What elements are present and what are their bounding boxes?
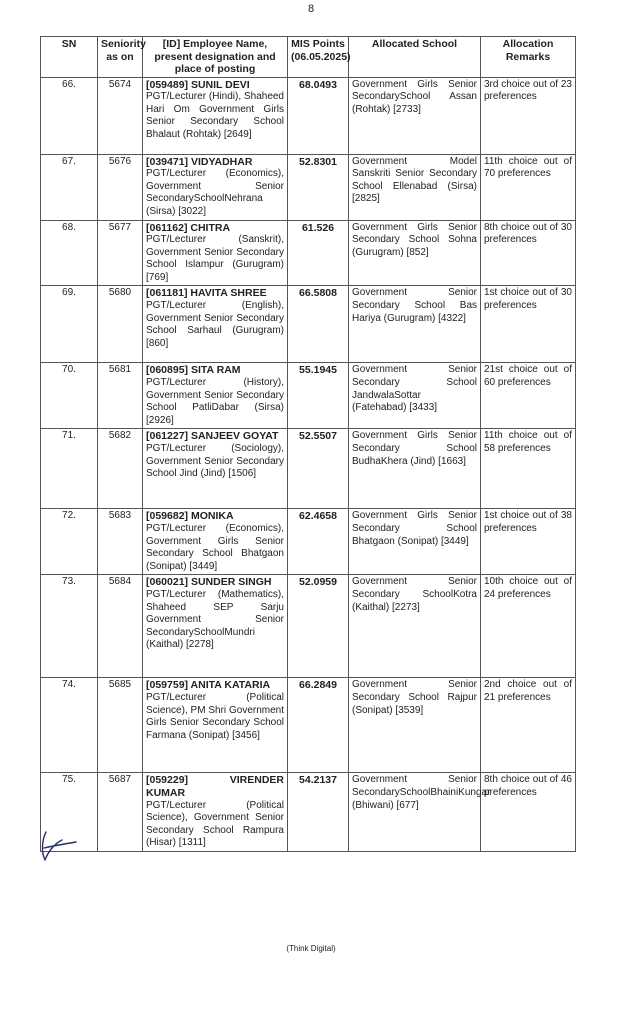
cell-allocated-school: Government Girls Senior SecondarySchool Assan (Rohtak) [2733] xyxy=(349,77,481,154)
employee-name: [061181] HAVITA SHREE xyxy=(146,287,267,300)
cell-mis-points: 52.0959 xyxy=(288,575,349,678)
table-row xyxy=(41,154,576,220)
employee-name: [059489] SUNIL DEVI xyxy=(146,78,250,91)
employee-name: [059229] VIRENDER KUMAR xyxy=(146,774,284,799)
cell-seniority: 5676 xyxy=(98,154,143,220)
cell-mis-points: 62.4658 xyxy=(288,509,349,575)
header-allocated-school: Allocated School xyxy=(349,37,481,78)
cell-employee xyxy=(143,773,288,852)
cell-allocated-school: Government Senior SecondarySchoolBhainiKungar (Bhiwani) [677] xyxy=(349,773,481,852)
employee-posting: PGT/Lecturer (Hindi), Shaheed Hari Om Government Girls Senior Secondary School Bhalaut (Rohtak) [2649] xyxy=(146,91,284,140)
cell-sn: 67. xyxy=(41,154,98,220)
cell-seniority: 5683 xyxy=(98,509,143,575)
table-row xyxy=(41,363,576,429)
cell-allocated-school: Government Senior Secondary School Rajpur (Sonipat) [3539] xyxy=(349,678,481,773)
employee-posting: PGT/Lecturer (Political Science), PM Shri Government Girls Senior Secondary School Farmana (Sonipat) [3456] xyxy=(146,692,284,741)
cell-allocation-remarks: 3rd choice out of 23 preferences xyxy=(481,77,576,154)
cell-employee xyxy=(143,429,288,509)
cell-allocation-remarks: 2nd choice out of 21 preferences xyxy=(481,678,576,773)
cell-seniority: 5680 xyxy=(98,286,143,363)
cell-employee xyxy=(143,77,288,154)
cell-mis-points: 52.5507 xyxy=(288,429,349,509)
employee-posting: PGT/Lecturer (Mathematics), Shaheed SEP Sarju Government Senior SecondarySchoolMundri (Kaithal) [2278] xyxy=(146,589,284,651)
employee-name: [061162] CHITRA xyxy=(146,221,231,234)
table-row xyxy=(41,773,576,852)
cell-sn: 73. xyxy=(41,575,98,678)
employee-posting: PGT/Lecturer (Sociology), Government Senior Secondary School Jind (Jind) [1506] xyxy=(146,443,284,480)
page-number: 8 xyxy=(307,3,315,15)
cell-mis-points: 55.1945 xyxy=(288,363,349,429)
cell-employee xyxy=(143,509,288,575)
cell-sn: 72. xyxy=(41,509,98,575)
table-row xyxy=(41,509,576,575)
table-row xyxy=(41,286,576,363)
cell-sn: 70. xyxy=(41,363,98,429)
employee-name: [061227] SANJEEV GOYAT xyxy=(146,430,279,443)
cell-mis-points: 68.0493 xyxy=(288,77,349,154)
cell-allocated-school: Government Senior Secondary SchoolKotra (Kaithal) [2273] xyxy=(349,575,481,678)
cell-allocation-remarks: 1st choice out of 30 preferences xyxy=(481,286,576,363)
cell-employee xyxy=(143,154,288,220)
cell-allocated-school: Government Girls Senior Secondary School BudhaKhera (Jind) [1663] xyxy=(349,429,481,509)
employee-name: [059682] MONIKA xyxy=(146,510,234,523)
header-sn: SN xyxy=(41,37,98,78)
cell-allocated-school: Government Senior Secondary School Bas Hariya (Gurugram) [4322] xyxy=(349,286,481,363)
cell-sn: 74. xyxy=(41,678,98,773)
cell-sn: 68. xyxy=(41,220,98,286)
cell-sn: 69. xyxy=(41,286,98,363)
employee-posting: PGT/Lecturer (Political Science), Government Senior Secondary School Rampura (Hisar) [1311] xyxy=(146,799,284,849)
employee-posting: PGT/Lecturer (Sanskrit), Government Senior Secondary School Islampur (Gurugram) [769] xyxy=(146,234,284,283)
cell-employee xyxy=(143,363,288,429)
table-header-row xyxy=(41,37,576,78)
header-mis-points: MIS Points (06.05.2025) xyxy=(288,37,349,78)
cell-seniority: 5682 xyxy=(98,429,143,509)
cell-seniority: 5674 xyxy=(98,77,143,154)
cell-sn: 71. xyxy=(41,429,98,509)
cell-sn: 75. xyxy=(41,773,98,852)
table-row xyxy=(41,575,576,678)
employee-name: [059759] ANITA KATARIA xyxy=(146,679,271,692)
cell-allocation-remarks: 10th choice out of 24 preferences xyxy=(481,575,576,678)
signature-mark xyxy=(32,826,82,866)
table-row xyxy=(41,77,576,154)
employee-posting: PGT/Lecturer (Economics), Government Girls Senior Secondary School Bhatgaon (Sonipat) [3449] xyxy=(146,523,284,572)
header-allocation-remarks: Allocation Remarks xyxy=(481,37,576,78)
cell-sn: 66. xyxy=(41,77,98,154)
cell-mis-points: 61.526 xyxy=(288,220,349,286)
cell-seniority: 5684 xyxy=(98,575,143,678)
cell-mis-points: 52.8301 xyxy=(288,154,349,220)
cell-mis-points: 66.5808 xyxy=(288,286,349,363)
cell-seniority: 5687 xyxy=(98,773,143,852)
cell-allocation-remarks: 21st choice out of 60 preferences xyxy=(481,363,576,429)
cell-seniority: 5685 xyxy=(98,678,143,773)
header-seniority: Seniority as on xyxy=(98,37,143,78)
employee-posting: PGT/Lecturer (Economics), Government Senior SecondarySchoolNehrana (Sirsa) [3022] xyxy=(146,168,284,217)
cell-allocated-school: Government Model Sanskriti Senior Secondary School Ellenabad (Sirsa) [2825] xyxy=(349,154,481,220)
employee-name: [060895] SITA RAM xyxy=(146,364,241,377)
cell-employee xyxy=(143,678,288,773)
employee-posting: PGT/Lecturer (History), Government Senior Secondary School PatliDabar (Sirsa) [2926] xyxy=(146,377,284,426)
header-employee: [ID] Employee Name, present designation and place of posting xyxy=(143,37,288,78)
table-row xyxy=(41,429,576,509)
employee-posting: PGT/Lecturer (English), Government Senior Secondary School Sarhaul (Gurugram) [860] xyxy=(146,300,284,349)
cell-employee xyxy=(143,286,288,363)
cell-allocation-remarks: 11th choice out of 70 preferences xyxy=(481,154,576,220)
cell-seniority: 5677 xyxy=(98,220,143,286)
footer-text: (Think Digital) xyxy=(286,944,336,953)
employee-name: [060021] SUNDER SINGH xyxy=(146,576,272,589)
cell-mis-points: 66.2849 xyxy=(288,678,349,773)
cell-allocation-remarks: 8th choice out of 46 preferences xyxy=(481,773,576,852)
cell-allocated-school: Government Girls Senior Secondary School Sohna (Gurugram) [852] xyxy=(349,220,481,286)
table-row xyxy=(41,678,576,773)
cell-seniority: 5681 xyxy=(98,363,143,429)
cell-employee xyxy=(143,575,288,678)
cell-allocation-remarks: 11th choice out of 58 preferences xyxy=(481,429,576,509)
employee-name: [039471] VIDYADHAR xyxy=(146,155,253,168)
cell-employee xyxy=(143,220,288,286)
cell-mis-points: 54.2137 xyxy=(288,773,349,852)
allocation-table xyxy=(40,36,576,852)
cell-allocation-remarks: 1st choice out of 38 preferences xyxy=(481,509,576,575)
cell-allocated-school: Government Girls Senior Secondary School Bhatgaon (Sonipat) [3449] xyxy=(349,509,481,575)
cell-allocation-remarks: 8th choice out of 30 preferences xyxy=(481,220,576,286)
cell-allocated-school: Government Senior Secondary School JandwalaSottar (Fatehabad) [3433] xyxy=(349,363,481,429)
table-row xyxy=(41,220,576,286)
